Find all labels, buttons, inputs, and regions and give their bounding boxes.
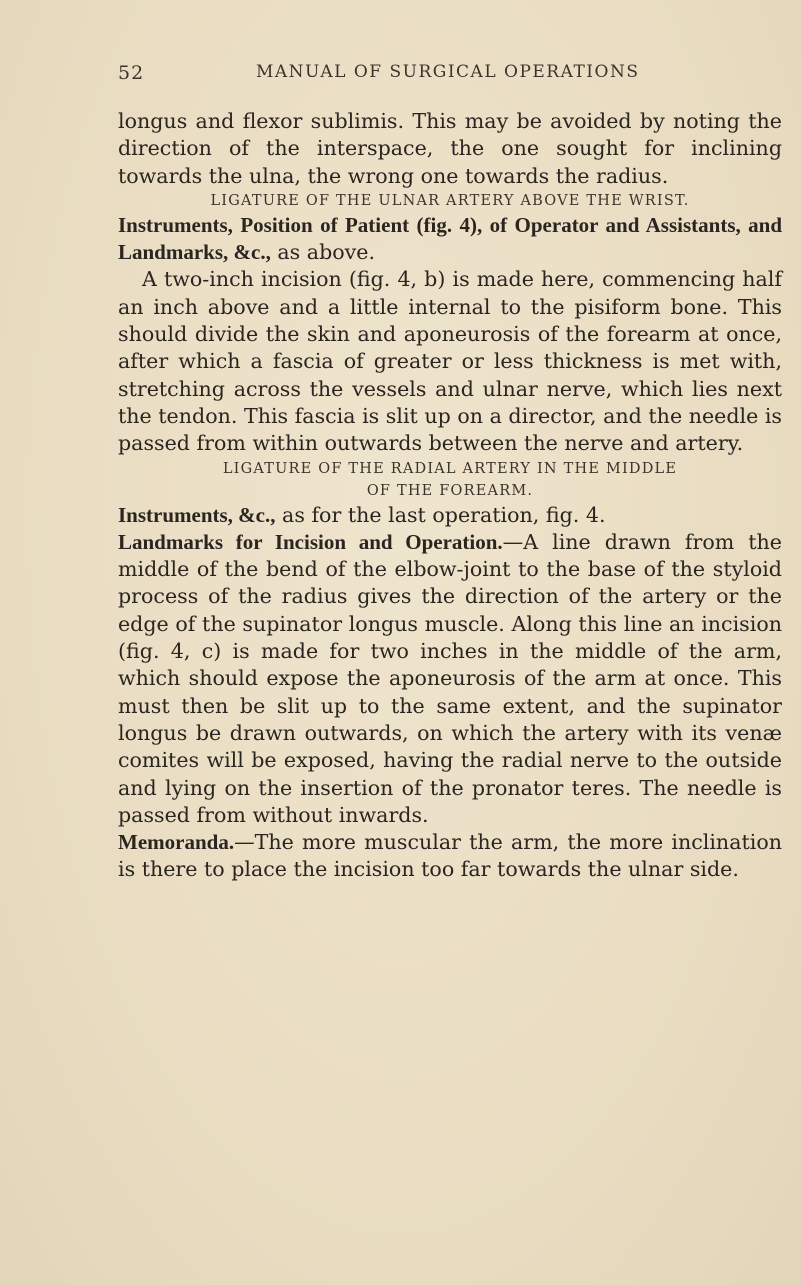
- radial-section-heading: [118, 458, 782, 502]
- ulnar-section-heading: LIGATURE OF THE ULNAR ARTERY ABOVE THE WRIST.: [210, 192, 690, 209]
- radial-instruments-paragraph: [118, 502, 782, 529]
- ulnar-incision-paragraph: A two-inch incision (fig. 4, b) is made here, commencing half an inch above and a little internal to the pisiform bone. This should divide the skin and aponeurosis of the forearm at once, after which a fascia of greater or less thickness is met with, stretching across the vessels and ulnar nerve, which lies next the tendon. This fascia is slit up on a director, and the needle is passed from within outwards between the nerve and artery.: [118, 267, 782, 456]
- radial-landmarks-paragraph: [118, 529, 782, 829]
- radial-heading-line1: LIGATURE OF THE RADIAL ARTERY IN THE MIDDLE: [222, 460, 678, 477]
- radial-landmarks-lead: Landmarks for Incision and Operation.: [118, 529, 503, 554]
- radial-heading-line2: OF THE FOREARM.: [366, 482, 534, 499]
- body-text: [118, 108, 782, 884]
- page-number: 52: [118, 62, 145, 84]
- radial-landmarks-rest: —A line drawn from the middle of the bend of the elbow-joint to the base of the styloid process of the radius gives the direction of the artery or the edge of the supinator longus muscle. Along this line an incision (fig. 4, c) is made for two inches in the middle of the arm, which should expose the aponeurosis of the arm at once. This must then be slit up to the same extent, and the supinator longus be drawn outwards, on which the artery with its venæ comites will be exposed, having the radial nerve to the outside and lying on the insertion of the pronator teres. The needle is passed from without inwards.: [118, 529, 782, 827]
- memoranda-lead: Memoranda.: [118, 830, 235, 855]
- ulnar-instruments-paragraph: [118, 212, 782, 267]
- intro-paragraph: longus and flexor sublimis. This may be avoided by noting the direction of the interspace, the one sought for inclining towards the ulna, the wrong one towards the radius.: [118, 109, 782, 188]
- memoranda-rest: —The more muscular the arm, the more inclination is there to place the incision too far towards the ulnar side.: [118, 830, 782, 882]
- ulnar-instruments-rest: as above.: [270, 240, 376, 265]
- ulnar-instruments-lead: Instruments, Position of Patient (fig. 4), of Operator and Assistants, and Landmarks, &c.,: [118, 212, 782, 265]
- radial-instruments-rest: as for the last operation, fig. 4.: [275, 502, 606, 527]
- radial-instruments-lead: Instruments, &c.,: [118, 502, 276, 527]
- memoranda-paragraph: [118, 829, 782, 884]
- running-title: MANUAL OF SURGICAL OPERATIONS: [256, 62, 640, 82]
